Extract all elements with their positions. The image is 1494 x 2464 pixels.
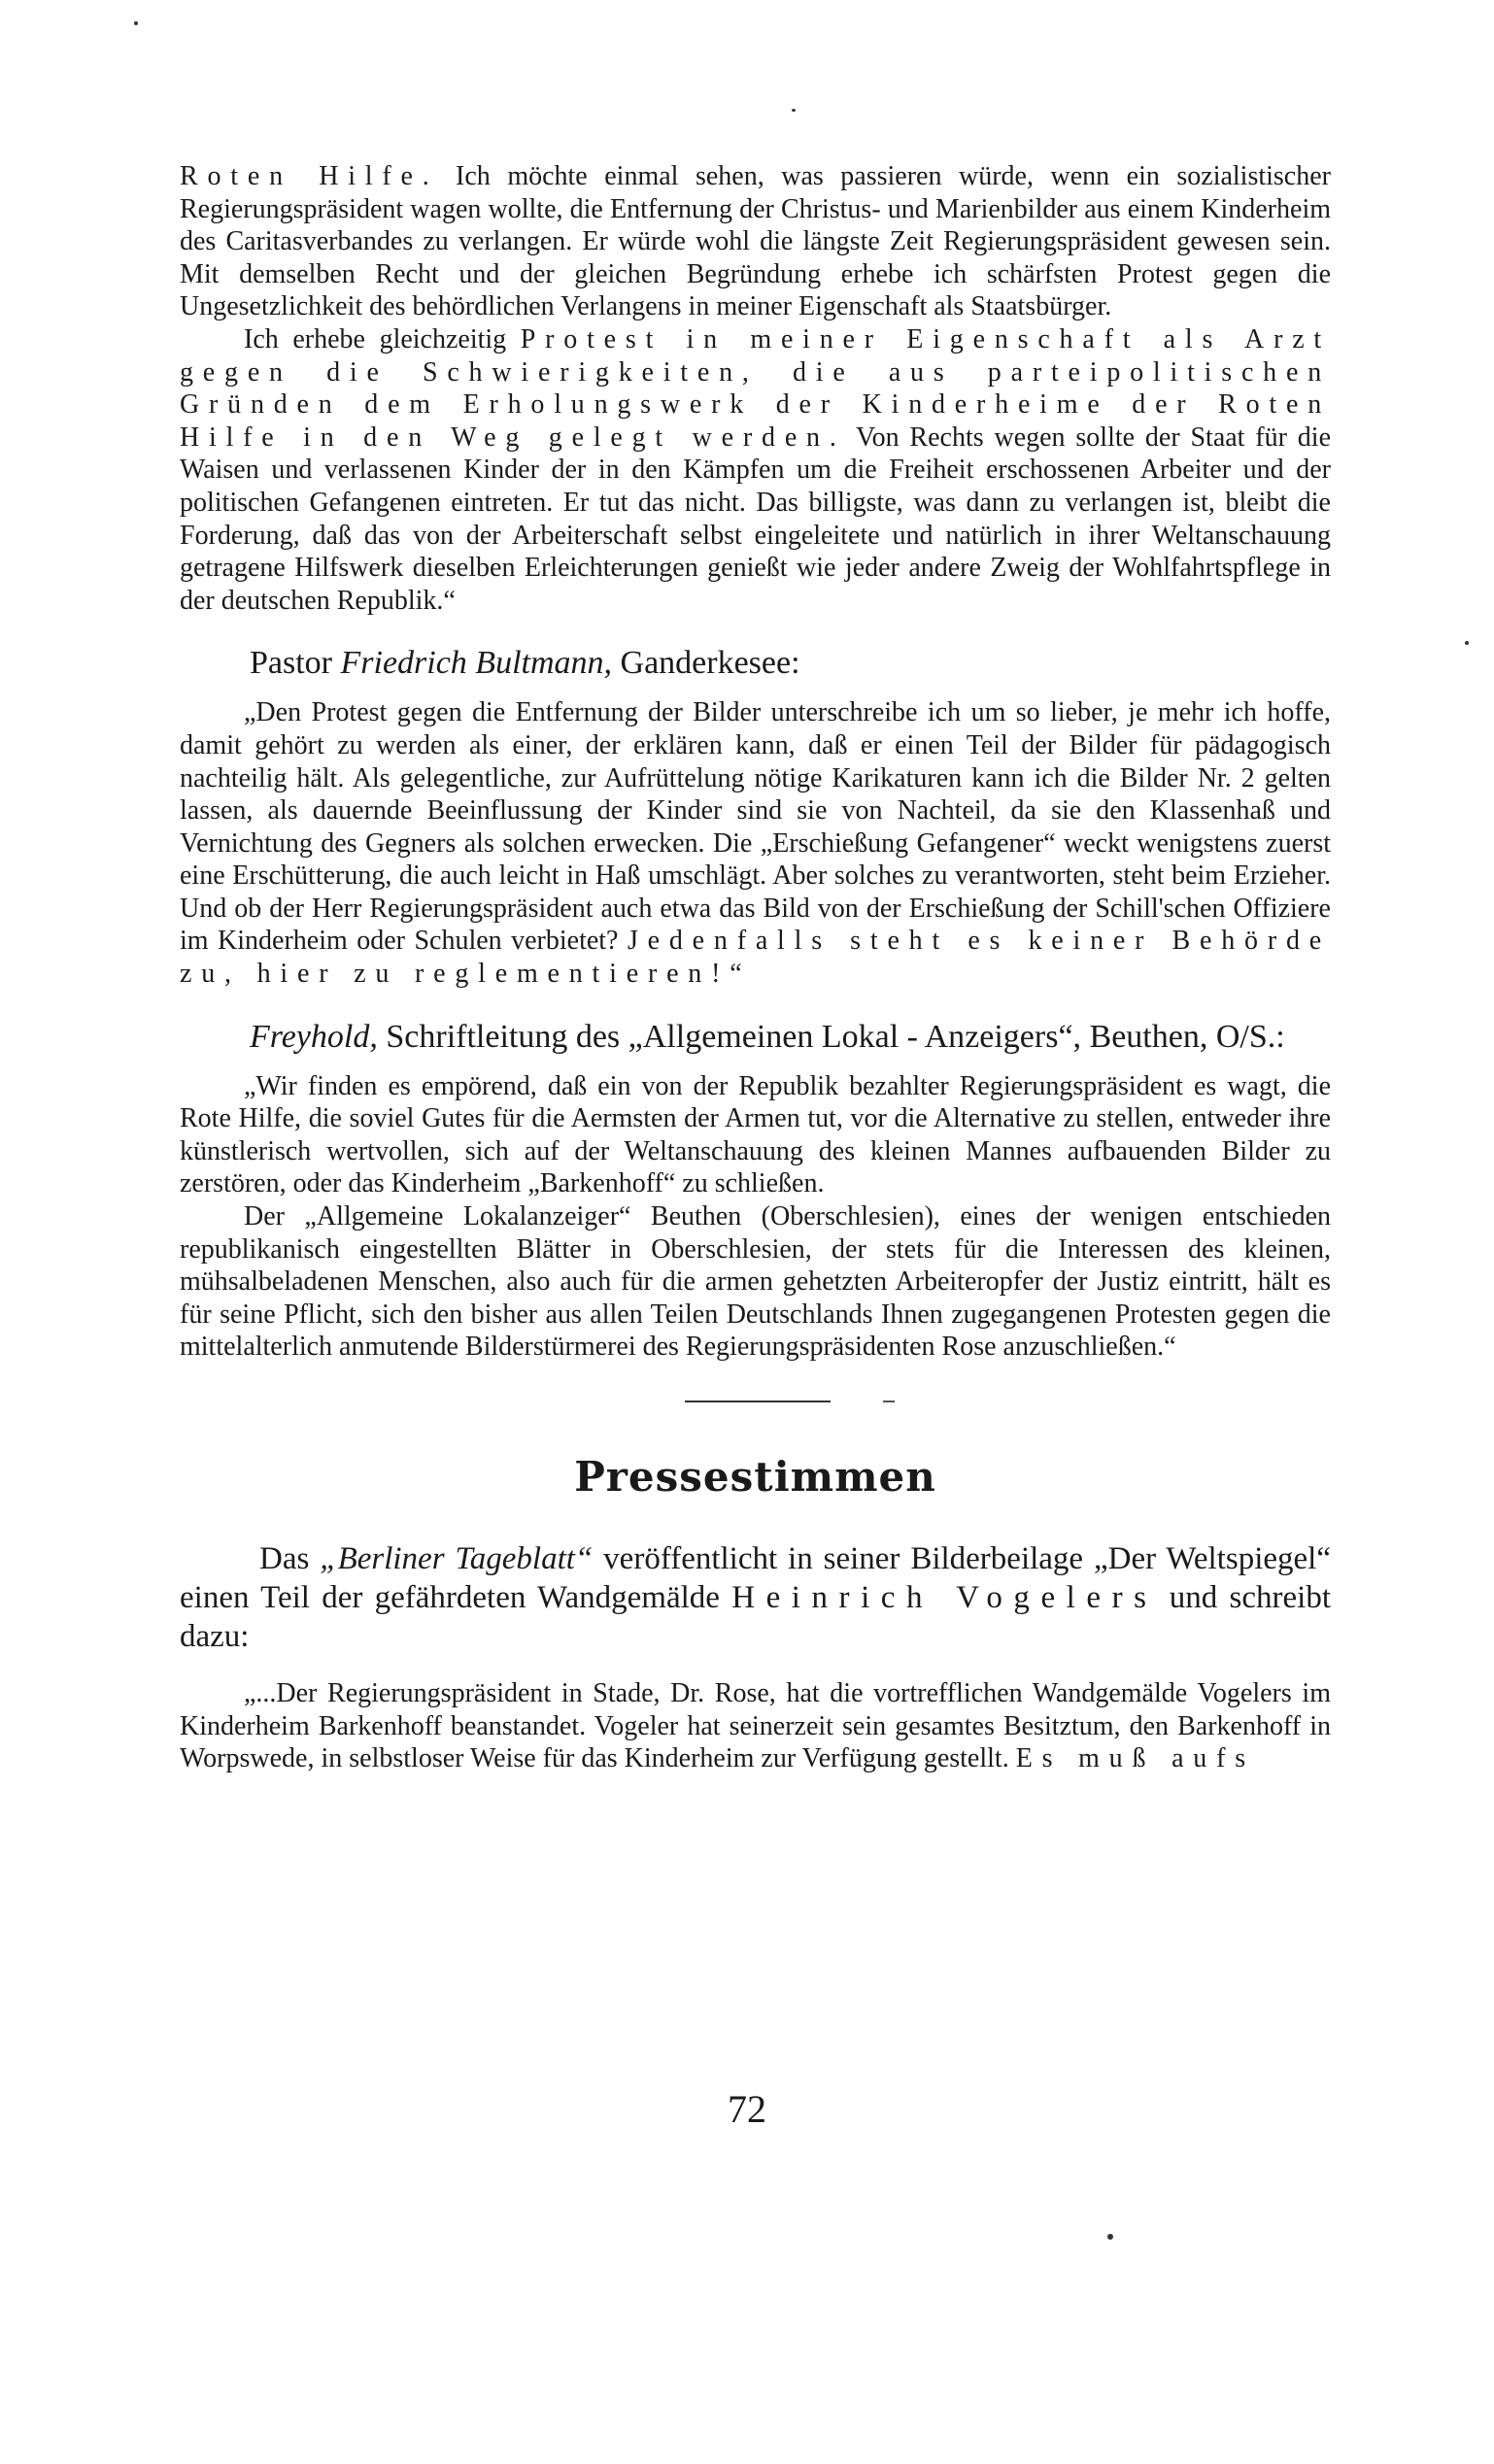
- paragraph-tageblatt-lead: [180, 1539, 1331, 1656]
- text-run: “: [730, 959, 742, 990]
- text-column: [180, 160, 1331, 1775]
- text-run: Von Rechts wegen sollte der Staat für die Waisen und verlassenen Kinder der in den Kämpfen um die Freiheit erschossenen Arbeiter und der politischen Gefangenen eintreten. Er tut das nicht. Das billigste, was dann zu verlangen ist, bleibt die Forderung, daß das von der Arbeiterschaft selbst eingeleitete und natürlich in ihrer Weltanschauung getragene Hilfswerk dieselben Erleichterungen genießt wie jeder andere Zweig der Wohlfahrtspflege in der deutschen Republik.“: [180, 422, 1331, 616]
- paragraph-roten-hilfe: [180, 160, 1331, 323]
- spaced-text: Jedenfalls steht es keiner Behörde zu, hier zu reglementieren!: [180, 926, 1331, 990]
- author-freyhold: [180, 1018, 1331, 1057]
- author-place: Ganderkesee:: [612, 645, 800, 682]
- text-run: „Den Protest gegen die Entfernung der Bilder unterschreibe ich um so lieber, je mehr ich hoffe, damit gehört zu werden als einer, der erklären kann, daß er einen Teil der Bilder für pädagogisch nachteilig hält. Als gelegentliche, zur Aufrüttelung nötige Karikaturen kann ich die Bilder Nr. 2 gelten lassen, als dauernde Beeinflussung der Kinder sind sie von Nachteil, da sie den Klassenhaß und Vernichtung des Gegners als solchen erwecken. Die „Erschießung Gefangener“ weckt wenigstens zuerst eine Erschütterung, die auch leicht in Haß umschlägt. Aber solches zu verantworten, steht beim Erzieher. Und ob der Herr Regierungspräsident auch etwa das Bild von der Erschießung der Schill'schen Offiziere im Kinderheim oder Schulen verbietet?: [180, 697, 1331, 957]
- newspaper-title: „Berliner Tageblatt“: [320, 1541, 594, 1576]
- print-speck: [1465, 641, 1469, 645]
- paragraph-bultmann-quote: [180, 696, 1331, 990]
- text-run: Ich möchte einmal sehen, was passieren würde, wenn ein sozialistischer Regierungspräsident wagen wollte, die Entfernung der Christus- und Marienbilder aus einem Kinderheim des Caritasverbandes zu verlangen. Er würde wohl die längste Zeit Regierungspräsident gewesen sein. Mit demselben Recht und der gleichen Begründung erhebe ich schärfsten Protest gegen die Ungesetzlichkeit des behördlichen Verlangens in meiner Eigenschaft als Staatsbürger.: [180, 161, 1331, 322]
- text-run: und schreibt dazu:: [180, 1580, 1332, 1654]
- print-speck: [134, 21, 138, 25]
- spaced-text: Es muß aufs: [1015, 1743, 1255, 1774]
- print-speck: [792, 109, 796, 112]
- text-run: Das: [259, 1541, 321, 1576]
- divider-dash: [883, 1401, 895, 1402]
- page-number: 72: [728, 2087, 766, 2131]
- author-place: Schriftleitung des „Allgemeinen Lokal - Anzeigers“, Beuthen, O/S.:: [377, 1018, 1285, 1055]
- print-speck: [1107, 2234, 1113, 2240]
- spaced-text: Heinrich Vogelers: [731, 1580, 1158, 1615]
- paragraph-tageblatt-quote: [180, 1677, 1331, 1775]
- text-run: veröffentlicht in seiner Bilderbeilage „Der Weltspiegel“ einen Teil der gefährdeten Wandgemälde: [180, 1541, 1331, 1615]
- spaced-text: Protest in meiner Eigenschaft als Arzt gegen die Schwierigkeiten, die aus parteipolitischen Gründen dem Erholungswerk der Kinderheime der Roten Hilfe in den Weg gelegt werden.: [180, 323, 1331, 453]
- author-bultmann: [180, 644, 1331, 683]
- section-heading: Pressestimmen: [574, 1453, 936, 1501]
- paragraph-lokalanzeiger: Der „Allgemeine Lokalanzeiger“ Beuthen (Oberschlesien), eines der wenigen entschieden republikanisch eingestellten Blätter in Oberschlesien, der stets für die Interessen des kleinen, mühsalbeladenen Menschen, also auch für die armen gehetzten Arbeiteropfer der Justiz eintritt, hält es für seine Pflicht, sich den bisher aus allen Teilen Deutschlands Ihnen zugegangenen Protesten gegen die mittelalterlich anmutende Bilderstürmerei des Regierungspräsidenten Rose anzuschließen.“: [180, 1201, 1331, 1363]
- author-name: Freyhold,: [250, 1018, 378, 1055]
- author-prefix: Pastor: [250, 645, 341, 682]
- section-divider: [180, 1364, 1331, 1434]
- text-run: „...Der Regierungspräsident in Stade, Dr. Rose, hat die vortrefflichen Wandgemälde Vogelers im Kinderheim Barkenhoff beanstandet. Vogeler hat seinerzeit sein gesamtes Besitztum, den Barkenhoff in Worpswede, in selbstloser Weise für das Kinderheim zur Verfügung gestellt.: [180, 1678, 1331, 1774]
- paragraph-arzt-protest: [180, 323, 1331, 617]
- text-run: Ich erhebe gleichzeitig: [244, 323, 521, 354]
- author-name: Friedrich Bultmann,: [340, 645, 613, 682]
- spaced-text: Roten Hilfe.: [180, 161, 439, 191]
- divider-line: [685, 1401, 831, 1402]
- paragraph-freyhold-quote: „Wir finden es empörend, daß ein von der Republik bezahlter Regierungspräsident es wagt, die Rote Hilfe, die soviel Gutes für die Aermsten der Armen tut, vor die Alternative zu stellen, entweder ihre künstlerisch wertvollen, sich auf der Weltanschauung des kleinen Mannes aufbauenden Bilder zu zerstören, oder das Kinderheim „Barkenhoff“ zu schließen.: [180, 1070, 1331, 1199]
